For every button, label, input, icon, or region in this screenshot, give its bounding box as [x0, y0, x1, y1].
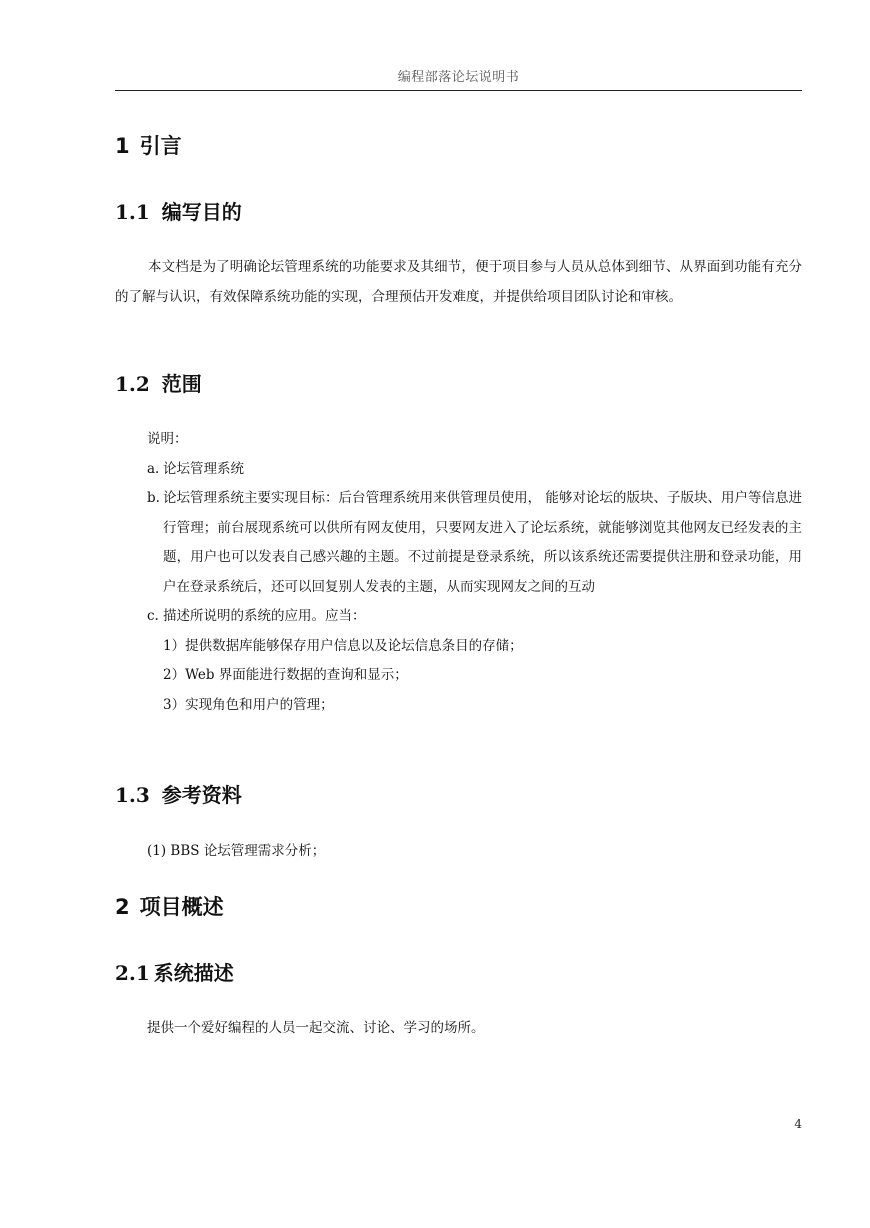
section-number: 1.1 — [115, 200, 150, 224]
section-number: 2 — [115, 895, 130, 919]
list-marker: c. — [147, 608, 159, 624]
list-marker: a. — [147, 460, 160, 477]
sub-list-item: 2）Web 界面能进行数据的查询和显示； — [163, 667, 408, 683]
section-1-2-heading — [115, 368, 202, 397]
section-title: 编写目的 — [161, 200, 242, 224]
section-title: 参考资料 — [161, 783, 242, 807]
section-2-1-heading — [115, 957, 234, 986]
list-item — [147, 455, 802, 485]
section-title: 项目概述 — [139, 895, 224, 919]
section-1-3-heading — [115, 779, 242, 808]
section-title: 引言 — [139, 134, 182, 158]
list-item — [147, 602, 802, 632]
scope-list — [147, 425, 802, 720]
list-item — [147, 484, 802, 602]
scope-intro: 说明： — [147, 431, 188, 447]
section-2-heading — [115, 891, 224, 921]
header-divider — [115, 90, 802, 91]
list-marker: b. — [147, 490, 160, 506]
section-1-1-heading — [115, 196, 242, 225]
section-number: 2.1 — [115, 961, 150, 985]
list-item-text: 描述所说明的系统的应用。应当： — [163, 608, 366, 624]
list-item-text: 论坛管理系统 — [163, 460, 244, 477]
list-item-text: 论坛管理系统主要实现目标：后台管理系统用来供管理员使用， 能够对论坛的版块、子版块、用户等信息进行管理；前台展现系统可以供所有网友使用，只要网友进入了论坛系统，就能够浏览其他网友已经发表的主题，用户也可以发表自己感兴趣的主题。不过前提是登录系统，所以该系统还需要提供注册和登录功能，用户在登录系统后，还可以回复别人发表的主题，从而实现网友之间的互动 — [163, 490, 802, 595]
section-1-heading — [115, 130, 182, 160]
sub-list-item: 1）提供数据库能够保存用户信息以及论坛信息条目的存储； — [163, 637, 523, 654]
running-header: 编程部落论坛说明书 — [397, 70, 520, 85]
section-title: 范围 — [161, 372, 202, 396]
page-number: 4 — [794, 1117, 802, 1131]
section-number: 1 — [115, 134, 130, 158]
section-number: 1.2 — [115, 372, 150, 396]
section-1-1-paragraph: 本文档是为了明确论坛管理系统的功能要求及其细节，便于项目参与人员从总体到细节、从界面到功能有充分的了解与认识，有效保障系统功能的实现，合理预估开发难度，并提供给项目团队讨论和审核。 — [115, 259, 802, 305]
section-number: 1.3 — [115, 783, 150, 807]
section-title: 系统描述 — [153, 961, 234, 985]
section-2-1-paragraph: 提供一个爱好编程的人员一起交流、讨论、学习的场所。 — [147, 1020, 485, 1036]
sub-list-item: 3）实现角色和用户的管理； — [163, 696, 334, 713]
reference-item: (1) BBS 论坛管理需求分析； — [147, 843, 326, 859]
